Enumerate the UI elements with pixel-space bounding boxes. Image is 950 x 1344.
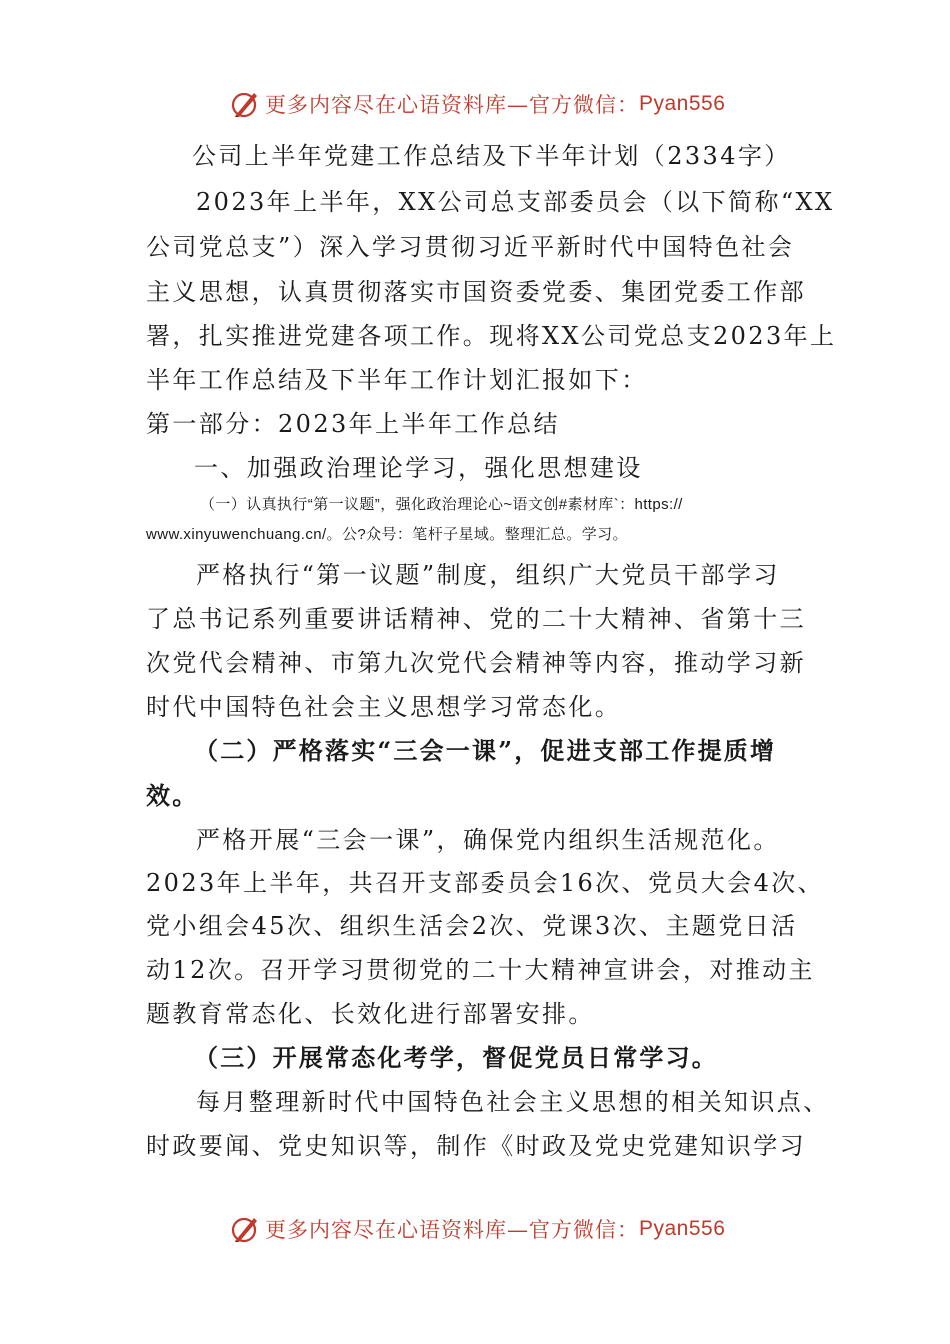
paragraph-line: 党小组会45次、组织生活会2次、党课3次、主题党日活 (146, 912, 798, 940)
paragraph-line: 了总书记系列重要讲话精神、党的二十大精神、省第十三 (146, 605, 806, 633)
banner-wechat-id: Pyan556 (639, 92, 726, 115)
banner-text: 更多内容尽在心语资料库—官方微信： (265, 1218, 639, 1242)
watermark-line: www.xinyuwenchuang.cn/。公?众号：笔杆子星域。整理汇总。学习。 (146, 526, 628, 543)
intro-line: 半年工作总结及下半年工作计划汇报如下： (146, 366, 648, 394)
pen-logo-icon (229, 88, 261, 120)
subheading: （三）开展常态化考学，督促党员日常学习。 (194, 1043, 718, 1072)
paragraph-line: 时政要闻、党史知识等，制作《时政及党史党建知识学习 (146, 1132, 806, 1160)
paragraph-line: 2023年上半年，共召开支部委员会16次、党员大会4次、 (146, 869, 825, 897)
watermark-line: （一）认真执行“第一议题”，强化政治理论心~语文创#素材库`：https:// (200, 496, 683, 513)
document-title: 公司上半年党建工作总结及下半年计划（2334字） (192, 142, 791, 170)
subheading: 效。 (146, 781, 199, 810)
banner-wechat-id: Pyan556 (639, 1217, 726, 1240)
paragraph-line: 严格开展“三会一课”，确保党内组织生活规范化。 (196, 826, 780, 854)
pen-logo-icon (229, 1213, 261, 1245)
header-banner (229, 86, 725, 122)
subheading: （二）严格落实“三会一课”，促进支部工作提质增 (194, 736, 777, 765)
paragraph-line: 每月整理新时代中国特色社会主义思想的相关知识点、 (196, 1088, 830, 1116)
paragraph-line: 严格执行“第一议题”制度，组织广大党员干部学习 (196, 561, 780, 589)
paragraph-line: 时代中国特色社会主义思想学习常态化。 (146, 693, 622, 721)
part-heading: 第一部分：2023年上半年工作总结 (146, 410, 560, 438)
footer-banner (229, 1211, 725, 1247)
paragraph-line: 次党代会精神、市第九次党代会精神等内容，推动学习新 (146, 649, 806, 677)
intro-line: 署，扎实推进党建各项工作。现将XX公司党总支2023年上 (146, 322, 837, 350)
section-heading: 一、加强政治理论学习，强化思想建设 (194, 454, 643, 482)
intro-line: 主义思想，认真贯彻落实市国资委党委、集团党委工作部 (146, 278, 806, 306)
banner-text: 更多内容尽在心语资料库—官方微信： (265, 93, 639, 117)
paragraph-line: 动12次。召开学习贯彻党的二十大精神宣讲会，对推动主 (146, 956, 815, 984)
paragraph-line: 题教育常态化、长效化进行部署安排。 (146, 1000, 595, 1028)
intro-line: 公司党总支”）深入学习贯彻习近平新时代中国特色社会 (146, 233, 795, 261)
intro-line: 2023年上半年，XX公司总支部委员会（以下简称“XX (196, 188, 835, 216)
